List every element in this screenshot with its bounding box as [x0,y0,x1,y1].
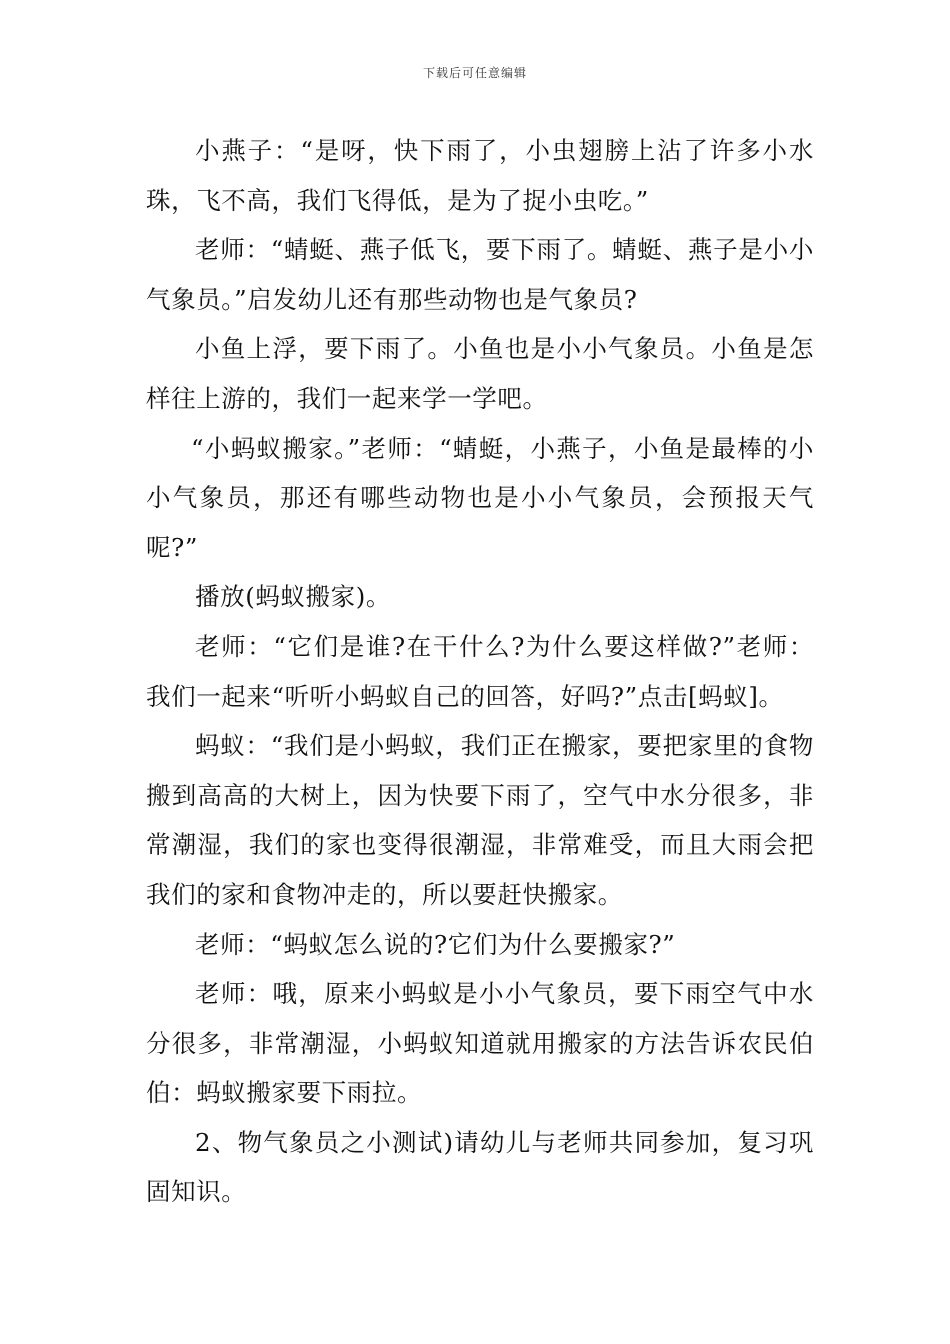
document-body [146,126,814,1217]
paragraph-ant-answer: 蚂蚁：“我们是小蚂蚁，我们正在搬家，要把家里的食物搬到高高的大树上，因为快要下雨了，空气中水分很多，非常潮湿，我们的家也变得很潮湿，非常难受，而且大雨会把我们的家和食物冲走的，所以要赶快搬家。 [146,731,814,909]
page-header: 下载后可任意编辑 [422,66,527,80]
paragraph-swallow: 小燕子：“是呀，快下雨了，小虫翅膀上沾了许多小水珠，飞不高，我们飞得低，是为了捉小虫吃。” [146,136,814,215]
paragraph-ant-moving: “小蚂蚁搬家。”老师：“蜻蜓，小燕子，小鱼是最棒的小小气象员，那还有哪些动物也是小小气象员，会预报天气呢?” [146,433,814,562]
paragraph-teacher-dragonfly: 老师：“蜻蜓、燕子低飞，要下雨了。蜻蜓、燕子是小小气象员。”启发幼儿还有那些动物也是气象员? [146,235,814,314]
paragraph-teacher-why: 老师：“蚂蚁怎么说的?它们为什么要搬家?” [195,929,676,959]
paragraph-fish: 小鱼上浮，要下雨了。小鱼也是小小气象员。小鱼是怎样往上游的，我们一起来学一学吧。 [146,334,814,413]
paragraph-teacher-explain: 老师：哦，原来小蚂蚁是小小气象员，要下雨空气中水分很多，非常潮湿，小蚂蚁知道就用搬家的方法告诉农民伯伯：蚂蚁搬家要下雨拉。 [146,979,814,1108]
paragraph-quiz: 2、物气象员之小测试)请幼儿与老师共同参加，复习巩固知识。 [146,1127,814,1207]
paragraph-teacher-question: 老师：“它们是谁?在干什么?为什么要这样做?”老师：我们一起来“听听小蚂蚁自己的回答，好吗?”点击[蚂蚁]。 [146,631,814,711]
paragraph-play: 播放(蚂蚁搬家)。 [195,582,392,612]
